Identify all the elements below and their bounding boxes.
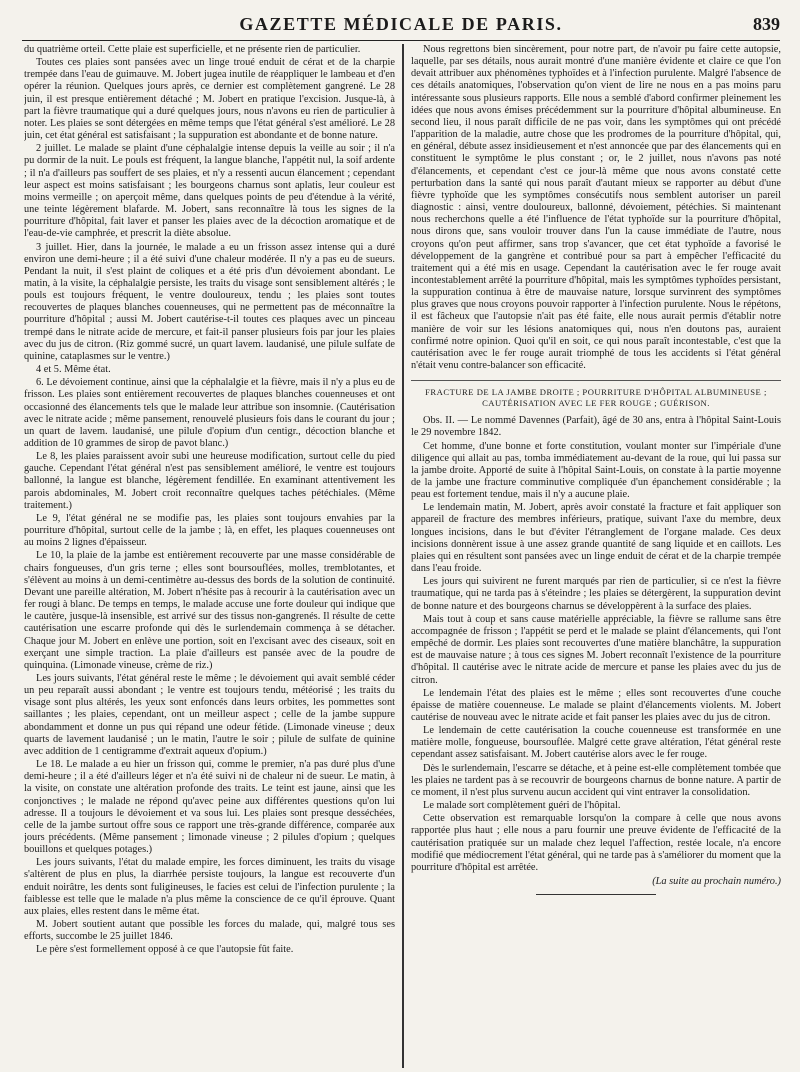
left-column [24,44,395,1068]
continuation-note: (La suite au prochain numéro.) [652,876,781,887]
paragraph: Cet homme, d'une bonne et forte constitution, voulant monter sur l'impériale d'une diligence qui allait au pas, tomba immédiatement au-devant de la roue, qui lui passa sur la jambe droite. Apporté de suite à l'hôpital Saint-Louis, on constate à la partie moyenne de la jambe une fracture comminutive compliquée d'un épanchement considérable ; la peau est fortement tendue, mais il n'y a aucune plaie. [411,440,781,501]
section-heading: FRACTURE DE LA JAMBE DROITE ; POURRITURE D'HÔPITAL ALBUMINEUSE ; CAUTÉRISATION AVEC LE FER ROUGE ; GUÉRISON. [411,380,781,409]
paragraph: Cette observation est remarquable lorsqu'on la compare à celle que nous avons rapportée plus haut ; elle nous a paru fournir une preuve évidente de l'efficacité de la cautérisation pratiquée sur un malade chez lequel l'affection, restée locale, n'a encore modifié que médiocrement l'état général, qui ne tarde pas à s'améliorer du moment que la pourriture d'hôpital est arrêtée. [411,813,781,873]
paragraph: Le 18. Le malade a eu hier un frisson qui, comme le premier, n'a pas duré plus d'une demi-heure ; il a été d'ailleurs léger et n'a été suivi ni de chaleur ni de sueur. Le matin, à la visite, on constate une altération profonde des traits. Le teint est jaune, ainsi que les conjonctives ; le malade ne répond qu'avec peine aux différentes questions qu'on lui adresse. Il a toujours le dévoiement et va sous lui. Les plaies sont presque desséchées, celle de la jambe surtout offre sous ce rapport une très-grande différence, comparée aux jours précédents. (Même pansement ; limonade vineuse ; 2 pilules d'opium ; quelques bouillons et quelques potages.) [24,759,395,856]
page-header [22,4,780,41]
paragraph: Obs. II. — Le nommé Davennes (Parfait), âgé de 30 ans, entra à l'hôpital Saint-Louis le 29 novembre 1842. [411,415,781,439]
paragraph: Le lendemain l'état des plaies est le même ; elles sont recouvertes d'une couche épaisse de matière couenneuse. Le malade se plaint d'élancements violents. M. Jobert cautérise de nouveau avec le nitrate acide et fait panser les plaies avec du jus de citron. [411,687,781,723]
right-column [411,44,781,1068]
paragraph: Nous regrettons bien sincèrement, pour notre part, de n'avoir pu faire cette autopsie, laquelle, par ses détails, nous aurait montré d'une manière évidente et claire ce que l'on devait attribuer aux phénomènes typhoïdes et à l'infection purulente. Malgré l'absence de ces détails anatomiques, l'observation qu'on vient de lire ne nous en a pas moins paru intéressante sous plusieurs rapports. Elle nous a semblé d'abord confirmer pleinement les idées que nous avons émises précédemment sur la pourriture d'hôpital albumineuse. En second lieu, il nous paraît difficile de ne pas voir, dans les symptômes qui ont précédé l'apparition de la maladie, autre chose que les prodromes de la pourriture d'hôpital, qui, en général, débute assez insidieusement et n'est annoncée que par des élancements qui en constituent le symptôme le plus constant ; or, le 2 juillet, nous n'avons pas noté d'élancements, et cependant c'est ce jour-là même que nous avons constaté cette perturbation dans la santé qui nous paraît d'autant mieux se rapporter au début d'une fièvre typhoïde que les symptômes consécutifs nous semblent autoriser un pareil diagnostic : ainsi, ventre douloureux, ballonné, dévoiement, pétéchies. Si maintenant nous recherchons quelle a été l'influence de l'état typhoïde sur la pourriture d'hôpital, nous dirons que, sans vouloir trouver dans l'un la cause immédiate de l'autre, nous croyons qu'on peut affirmer, sans trop s'avancer, que cet état typhoïde a favorisé le développement de la gangrène et contribué pour sa part à empêcher l'efficacité du traitement qui a été mis en usage. Cependant la cautérisation avec le fer rouge avait incontestablement arrêté la pourriture d'hôpital, mais les symptômes typhoïdes persistant, la suppuration continua à être de mauvaise nature, lorsque survinrent des symptômes plus graves que nous croyons pouvoir rapporter à l'infection purulente. Nous le répétons, il est fâcheux que l'autopsie n'ait pas été faite, elle nous aurait permis d'établir notre manière de voir sur les lésions anatomiques qui, nous n'en doutons pas, auraient confirmé notre opinion. Quoi qu'il en soit, ce qui nous paraît incontestable, c'est que la cautérisation avec le fer rouge aurait triomphé de tous les accidents si l'état général n'était venu contre-balancer son efficacité. [411,44,781,372]
journal-title: GAZETTE MÉDICALE DE PARIS. [239,14,563,34]
paragraph: Mais tout à coup et sans cause matérielle appréciable, la fièvre se rallume sans être accompagnée de frisson ; l'appétit se perd et le malade se plaint d'élancements, qui l'ont empêché de dormir. Les plaies sont recouvertes d'une matière blanchâtre, la suppuration est de mauvaise nature ; à tous ces signes M. Jobert reconnaît l'existence de la pourriture d'hôpital. Il cautérise avec le nitrate acide de mercure et panse les plaies avec du jus de citron. [411,613,781,686]
paragraph: M. Jobert soutient autant que possible les forces du malade, qui, malgré tous ses efforts, succombe le 25 juillet 1846. [24,919,395,943]
paragraph: Le malade sort complètement guéri de l'hôpital. [423,800,621,812]
paragraph: Le père s'est formellement opposé à ce que l'autopsie fût faite. [36,944,294,956]
paragraph: Le 10, la plaie de la jambe est entièrement recouverte par une masse considérable de chairs fongueuses, d'un gris terne ; elles sont boursouflées, molles, tremblotantes, et s'élèvent au moins à un demi-centimètre au-dessus des bords de la solution de continuité. Devant une pareille altération, M. Jobert n'hésite pas à recourir à la cautérisation avec un fer rougi à blanc. De temps en temps, le malade accuse une forte douleur qui indique que le cautère, jusque-là insensible, est arrivé sur des tissus non-gangrenés. Il résulte de cette cautérisation une escarre profonde qui dès le surlendemain commença à se détacher. Chaque jour M. Jobert en enlève une portion, soit en l'excisant avec des ciseaux, soit en exerçant une simple traction. La plaie d'ailleurs est pansée avec de la poudre de quinquina. (Limonade vineuse, crème de riz.) [24,550,395,671]
paragraph: Le lendemain de cette cautérisation la couche couenneuse est transformée en une matière molle, fongueuse, boursouflée. Malgré cette grave altération, l'état général reste cependant assez satisfaisant. M. Jobert cautérise alors avec le fer rouge. [411,725,781,761]
paragraph: Toutes ces plaies sont pansées avec un linge troué enduit de cérat et de la charpie trempée dans l'eau de guimauve. M. Jobert jugea inutile de réappliquer le lambeau et d'en opérer la réunion. Quelques jours après, ce dernier est complètement gangrené. Le 28 juin, il est presque entièrement détaché ; M. Jobert en pratique l'excision. Jusque-là, à part la fièvre traumatique qui a duré quelques jours, nous n'avons eu rien de particulier à noter. Les plaies se sont détergées en même temps que l'état général s'est amélioré. Le 28 juin, cet état général est satisfaisant ; la suppuration est abondante et de bonne nature. [24,57,395,142]
paragraph: 2 juillet. Le malade se plaint d'une céphalalgie intense depuis la veille au soir ; il n'a pu dormir de la nuit. Le pouls est fréquent, la langue blanche, l'appétit nul, la soif ardente ; il n'a d'ailleurs pas souffert de ses plaies, et n'y a ressenti aucun élancement ; cependant leur aspect est moins satisfaisant ; les bourgeons charnus sont aplatis, leur couleur est moins vermeille ; on aperçoit même, dans quelques points de peu d'étendue à la vérité, une teinte légèrement blafarde. M. Jobert, sans reconnaître là tous les signes de la pourriture d'hôpital, fait laver et panser les plaies avec de la décoction aromatique et de l'eau-de-vie camphrée, et prescrit la diète absolue. [24,143,395,240]
end-rule [536,894,656,895]
column-divider [402,44,404,1068]
paragraph: Les jours suivants, l'état général reste le même ; le dévoiement qui avait semblé céder un peu reparaît aussi abondant ; le ventre est toujours tendu, météorisé ; les traits du visage sont plus altérés, les yeux sont enfoncés dans leurs orbites, les pommettes sont saillantes ; les plaies, cependant, ont un meilleur aspect ; celle de la jambe suppure abondamment et donne un pus qui répand une odeur fétide. (Limonade vineuse ; deux quarts de lavement laudanisé ; un le matin, l'autre le soir ; pilule de sulfate de quinine avec addition de 1 centigramme d'extrait aqueux d'opium.) [24,672,395,757]
paragraph: Les jours suivants, l'état du malade empire, les forces diminuent, les traits du visage s'altèrent de plus en plus, la diarrhée persiste toujours, la langue est recouverte d'un enduit noirâtre, les dents sont fuligineuses, le facies est celui de l'infection purulente ; la faiblesse est telle que le malade n'a plus même la conscience de ce qu'il éprouve. Quant aux plaies, elles restent dans le même état. [24,857,395,917]
paragraph: Les jours qui suivirent ne furent marqués par rien de particulier, si ce n'est la fièvre traumatique, qui ne tarda pas à s'éteindre ; les plaies se détergèrent, la suppuration devint de bonne nature et des bourgeons charnus se développèrent à la surface des plaies. [411,576,781,612]
paragraph: 6. Le dévoiement continue, ainsi que la céphalalgie et la fièvre, mais il n'y a plus eu de frisson. Les plaies sont entièrement recouvertes de plaques blanches couenneuses et ont occasionné des élancements tels que le malade leur attribue son insomnie. (Cautérisation avec le nitrate acide ; même pansement, renouvelé plusieurs fois dans le courant du jour ; un quart de lavem. laudanisé, une pilule d'opium d'un centigr., décoction blanche et addition de 10 grammes de sirop de pavot blanc.) [24,377,395,449]
paragraph: Dès le surlendemain, l'escarre se détache, et à peine est-elle complètement tombée que les plaies ne tardent pas à se recouvrir de bourgeons charnus de bonne nature. A partir de ce moment, il n'est plus survenu aucun accident qui vint entraver la consolidation. [411,762,781,798]
page-number: 839 [753,14,780,34]
paragraph: du quatrième orteil. Cette plaie est superficielle, et ne présente rien de particulier. [24,44,361,55]
paragraph: Le lendemain matin, M. Jobert, après avoir constaté la fracture et fait appliquer son appareil de fracture des membres inférieurs, pratique, suivant l'axe du membre, deux longues incisions, dans le but d'éviter l'étranglement de l'organe malade. Ces deux incisions donnèrent issue à une assez grande quantité de sang liquide et en caillots. Les plaies qui en résultent sont pansées avec un linge enduit de cérat et de la charpie trempée dans l'eau froide. [411,502,781,575]
paragraph: 3 juillet. Hier, dans la journée, le malade a eu un frisson assez intense qui a duré environ une demi-heure ; il a été suivi d'une chaleur modérée. Il n'y a pas eu de sueurs. Pendant la nuit, il s'est plaint de coliques et a été pris d'un dévoiement abondant. Le matin, à la visite, la céphalalgie persiste, les traits du visage sont sensiblement altérés ; le pouls est toujours fréquent, le ventre douloureux, tendu ; les plaies sont toutes recouvertes de plaques blanches couenneuses, qui ne permettent pas de méconnaître la pourriture d'hôpital ; aussi M. Jobert cautérise-t-il toutes ces plaques avec un pinceau trempé dans le nitrate acide de mercure, et fait-il panser plusieurs fois par jour les plaies avec du jus de citron. (Riz gommé sucré, un quart lavem. laudanisé, une pilule sulfate de quinine, cataplasmes sur le ventre.) [24,241,395,362]
paragraph: Le 9, l'état général ne se modifie pas, les plaies sont toujours envahies par la pourriture d'hôpital, surtout celle de la jambe ; là, en effet, les plaques couenneuses ont au moins 2 lignes d'épaisseur. [24,512,395,549]
paragraph: Le 8, les plaies paraissent avoir subi une heureuse modification, surtout celle du pied gauche. Cependant l'état général n'est pas sensiblement amélioré, le ventre est toujours ballonné, la langue est blanche, légèrement fendillée. En examinant attentivement les parois abdominales, M. Jobert croit reconnaître quelques taches pétéchiales. (Même traitement.) [24,451,395,511]
paragraph: 4 et 5. Même état. [36,364,111,376]
